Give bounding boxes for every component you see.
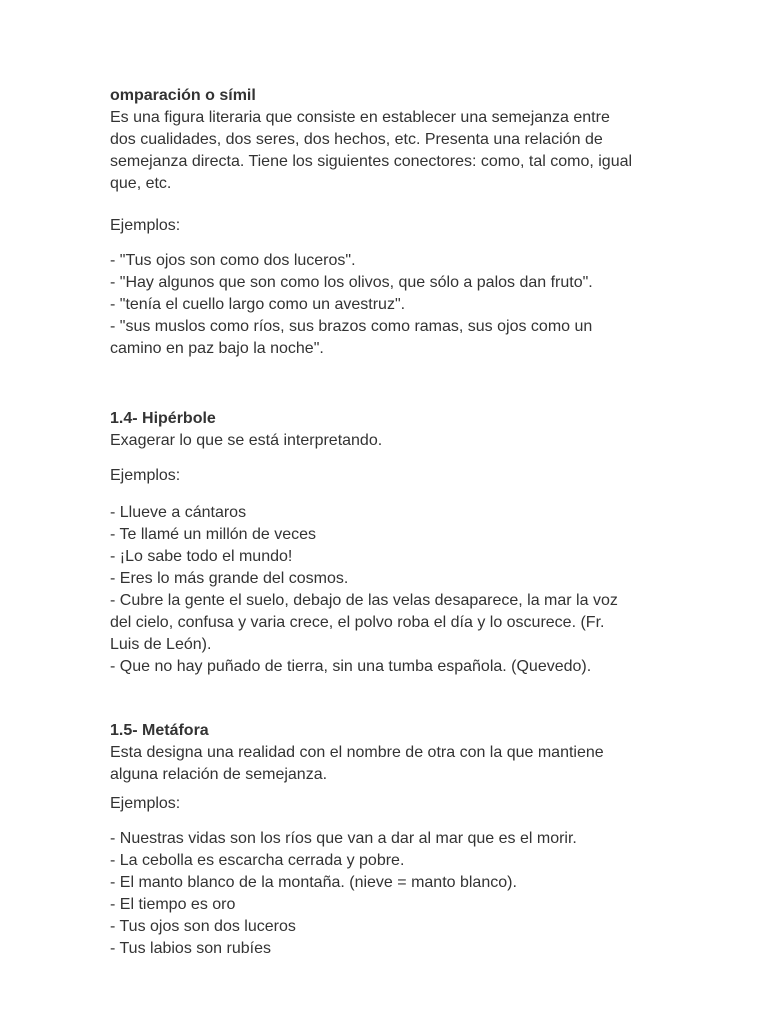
- example-line: Luis de León).: [110, 636, 212, 653]
- section-heading: 1.4- Hipérbole: [110, 410, 216, 427]
- example-line: - "sus muslos como ríos, sus brazos como ramas, sus ojos como un: [110, 318, 593, 335]
- body-line: alguna relación de semejanza.: [110, 766, 328, 783]
- body-line: dos cualidades, dos seres, dos hechos, etc. Presenta una relación de: [110, 131, 603, 148]
- example-line: - El manto blanco de la montaña. (nieve = manto blanco).: [110, 874, 517, 891]
- body-line: semejanza directa. Tiene los siguientes conectores: como, tal como, igual: [110, 153, 633, 170]
- example-line: - Llueve a cántaros: [110, 504, 247, 521]
- body-line: Exagerar lo que se está interpretando.: [110, 432, 383, 449]
- section-comparacion-o-simil: [110, 85, 730, 360]
- body-line: Es una figura literaria que consiste en establecer una semejanza entre: [110, 109, 610, 126]
- example-line: - Tus ojos son dos luceros: [110, 918, 296, 935]
- example-line: - Cubre la gente el suelo, debajo de las velas desaparece, la mar la voz: [110, 592, 618, 609]
- example-line: camino en paz bajo la noche".: [110, 340, 324, 357]
- example-line: - El tiempo es oro: [110, 896, 236, 913]
- example-line: - "tenía el cuello largo como un avestruz".: [110, 296, 406, 313]
- example-line: - Que no hay puñado de tierra, sin una tumba española. (Quevedo).: [110, 658, 592, 675]
- examples-label: Ejemplos:: [110, 217, 181, 234]
- example-line: - "Tus ojos son como dos luceros".: [110, 252, 356, 269]
- example-line: - Tus labios son rubíes: [110, 940, 271, 957]
- example-line: - Te llamé un millón de veces: [110, 526, 317, 543]
- example-line: - La cebolla es escarcha cerrada y pobre.: [110, 852, 405, 869]
- section-metafora: [110, 720, 730, 960]
- body-line: Esta designa una realidad con el nombre de otra con la que mantiene: [110, 744, 604, 761]
- example-line: del cielo, confusa y varia crece, el polvo roba el día y lo oscurece. (Fr.: [110, 614, 605, 631]
- example-line: - ¡Lo sabe todo el mundo!: [110, 548, 293, 565]
- examples-label: Ejemplos:: [110, 467, 181, 484]
- example-line: - "Hay algunos que son como los olivos, que sólo a palos dan fruto".: [110, 274, 593, 291]
- section-heading: omparación o símil: [110, 87, 256, 104]
- section-hiperbole: [110, 408, 730, 678]
- examples-label: Ejemplos:: [110, 795, 181, 812]
- section-heading: 1.5- Metáfora: [110, 722, 209, 739]
- body-line: que, etc.: [110, 175, 172, 192]
- example-line: - Eres lo más grande del cosmos.: [110, 570, 349, 587]
- example-line: - Nuestras vidas son los ríos que van a dar al mar que es el morir.: [110, 830, 577, 847]
